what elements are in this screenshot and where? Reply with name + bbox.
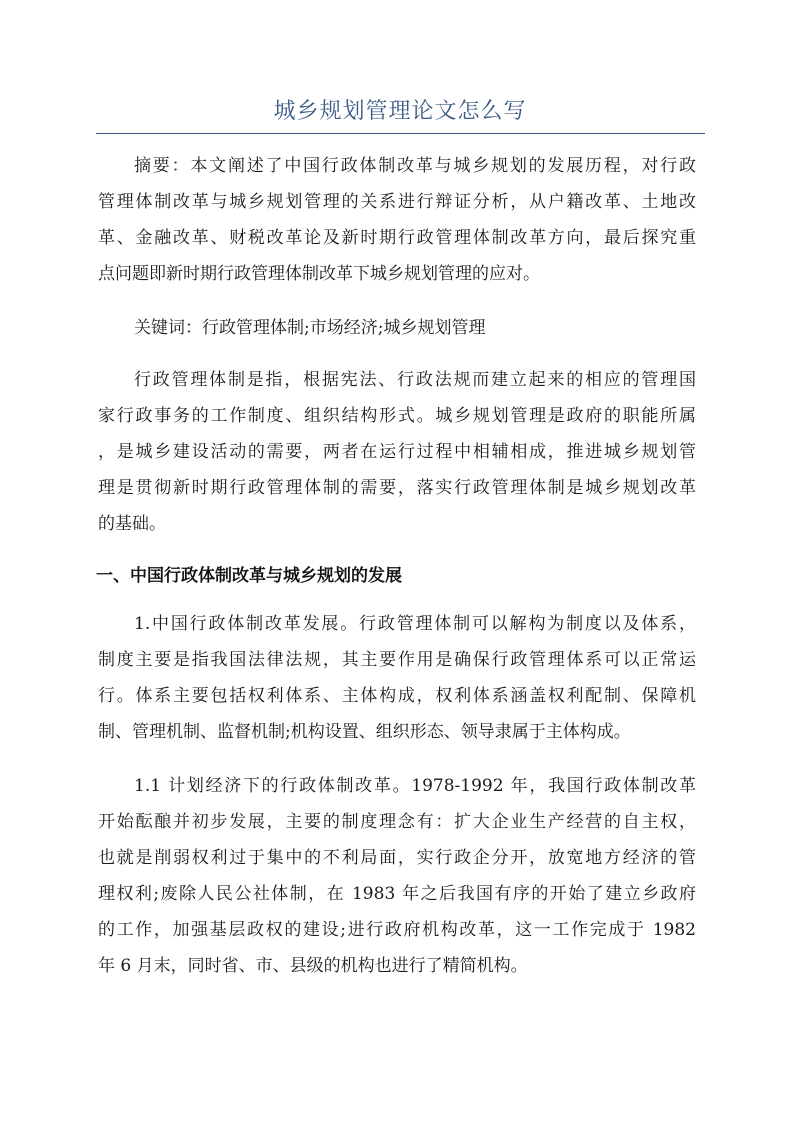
section1-p2-line: 理权利;废除人民公社体制，在 1983 年之后我国有序的开始了建立乡政府 (98, 884, 696, 904)
intro-line: 家行政事务的工作制度、组织结构形式。城乡规划管理是政府的职能所属 (98, 406, 696, 426)
abstract-line: 点问题即新时期行政管理体制改革下城乡规划管理的应对。 (98, 264, 540, 284)
abstract-line: 革、金融改革、财税改革论及新时期行政管理体制改革方向，最后探究重 (98, 228, 696, 248)
section-heading: 一、中国行政体制改革与城乡规划的发展 (96, 566, 402, 586)
section1-paragraph-2 (98, 768, 696, 984)
document-title: 城乡规划管理论文怎么写 (273, 99, 527, 124)
section1-p2-line: 的工作，加强基层政权的建设;进行政府机构改革，这一工作完成于 1982 (98, 920, 696, 940)
abstract-paragraph (98, 148, 696, 292)
section1-p2-line: 年 6 月末，同时省、市、县级的机构也进行了精简机构。 (98, 956, 528, 976)
intro-line: 行政管理体制是指，根据宪法、行政法规而建立起来的相应的管理国 (134, 370, 696, 390)
section1-p2-line: 也就是削弱权利过于集中的不利局面，实行政企分开，放宽地方经济的管 (98, 848, 696, 868)
section1-p1-line: 制、管理机制、监督机制;机构设置、组织形态、领导隶属于主体构成。 (98, 722, 631, 742)
section1-p1-line: 1.中国行政体制改革发展。行政管理体制可以解构为制度以及体系， (134, 614, 696, 634)
section1-p1-line: 制度主要是指我国法律法规，其主要作用是确保行政管理体系可以正常运 (98, 650, 696, 670)
intro-line: 理是贯彻新时期行政管理体制的需要，落实行政管理体制是城乡规划改革 (98, 478, 696, 498)
abstract-line: 摘要：本文阐述了中国行政体制改革与城乡规划的发展历程，对行政 (134, 156, 696, 176)
section1-p2-line: 开始酝酿并初步发展，主要的制度理念有：扩大企业生产经营的自主权， (98, 812, 696, 832)
intro-paragraph (98, 362, 696, 542)
section1-paragraph-1 (98, 606, 696, 750)
section1-p1-line: 行。体系主要包括权利体系、主体构成，权利体系涵盖权利配制、保障机 (98, 686, 696, 706)
section1-p2-line: 1.1 计划经济下的行政体制改革。1978-1992 年，我国行政体制改革 (134, 776, 696, 796)
keywords-paragraph (98, 310, 696, 346)
abstract-line: 管理体制改革与城乡规划管理的关系进行辩证分析，从户籍改革、土地改 (98, 192, 696, 212)
intro-line: ，是城乡建设活动的需要，两者在运行过程中相辅相成，推进城乡规划管 (98, 442, 696, 462)
title-underline (96, 133, 705, 134)
intro-line: 的基础。 (98, 514, 166, 534)
keywords-line: 关键词：行政管理体制;市场经济;城乡规划管理 (134, 318, 486, 338)
